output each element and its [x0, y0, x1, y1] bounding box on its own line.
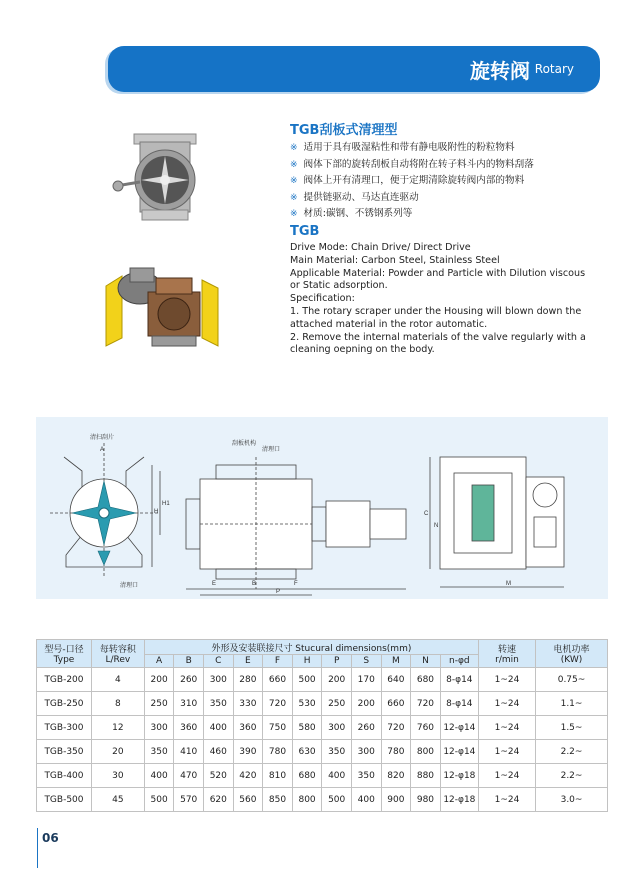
- col-header-dimensions: 外形及安装联接尺寸 Stucural dimensions(mm): [144, 640, 478, 655]
- drawing-label: B: [252, 581, 257, 587]
- table-cell: 1.1~: [536, 692, 608, 716]
- table-cell: TGB-400: [37, 764, 92, 788]
- table-cell: 680: [292, 764, 322, 788]
- footer-divider: [37, 828, 38, 868]
- table-cell: 30: [91, 764, 144, 788]
- table-cell: 330: [233, 692, 263, 716]
- section-title-en: TGB: [290, 224, 320, 239]
- dim-col-header: F: [263, 655, 293, 668]
- col-header-speed: 转速 r/min: [478, 640, 535, 668]
- drawing-label: F: [294, 581, 298, 587]
- table-cell: 260: [174, 668, 204, 692]
- table-cell: TGB-500: [37, 788, 92, 812]
- header-banner: [108, 46, 600, 92]
- product-photo-motor-valve: [102, 258, 222, 358]
- drawing-label: H1: [162, 501, 170, 507]
- table-cell: 900: [381, 788, 411, 812]
- table-row: [37, 716, 608, 740]
- table-cell: 800: [292, 788, 322, 812]
- dim-col-header: M: [381, 655, 411, 668]
- table-cell: 12-φ18: [440, 764, 478, 788]
- drawing-label: E: [212, 581, 217, 587]
- col-header-capacity: 每转容积 L/Rev: [91, 640, 144, 668]
- drawing-label: 刮板机构: [232, 441, 257, 447]
- table-cell: 780: [381, 740, 411, 764]
- table-cell: 20: [91, 740, 144, 764]
- bullet-marker: ※: [290, 192, 298, 203]
- drawing-label: N: [434, 523, 439, 529]
- table-cell: TGB-250: [37, 692, 92, 716]
- table-cell: 580: [292, 716, 322, 740]
- table-cell: 640: [381, 668, 411, 692]
- table-cell: 310: [174, 692, 204, 716]
- table-cell: 350: [144, 740, 174, 764]
- table-cell: 300: [204, 668, 234, 692]
- drawing-label: C: [424, 511, 429, 517]
- table-cell: 810: [263, 764, 293, 788]
- dim-col-header: S: [351, 655, 381, 668]
- feature-item: ※ 适用于具有吸湿粘性和带有静电吸附性的粉粒物料: [290, 142, 515, 153]
- table-cell: 410: [174, 740, 204, 764]
- table-cell: 1~24: [478, 692, 535, 716]
- table-cell: 2.2~: [536, 764, 608, 788]
- bullet-marker: ※: [290, 209, 298, 220]
- table-cell: 420: [233, 764, 263, 788]
- table-cell: 1~24: [478, 668, 535, 692]
- dim-col-header: P: [322, 655, 352, 668]
- table-cell: 1~24: [478, 716, 535, 740]
- section-title-cn: TGB刮板式清理型: [290, 123, 398, 138]
- table-cell: 8-φ14: [440, 668, 478, 692]
- description-line: Main Material: Carbon Steel, Stainless Steel: [290, 254, 500, 266]
- table-row: [37, 788, 608, 812]
- table-cell: 880: [411, 764, 441, 788]
- table-cell: 400: [322, 764, 352, 788]
- table-cell: 360: [174, 716, 204, 740]
- table-cell: 530: [292, 692, 322, 716]
- description-line: Drive Mode: Chain Drive/ Direct Drive: [290, 242, 471, 253]
- table-cell: 12-φ14: [440, 740, 478, 764]
- table-cell: 500: [144, 788, 174, 812]
- bullet-marker: ※: [290, 159, 298, 170]
- table-cell: 470: [174, 764, 204, 788]
- feature-list: [290, 140, 620, 223]
- table-cell: 12-φ14: [440, 716, 478, 740]
- table-cell: 560: [233, 788, 263, 812]
- table-cell: 4: [91, 668, 144, 692]
- spec-table: [36, 639, 608, 812]
- col-header-power: 电机功率 (KW): [536, 640, 608, 668]
- product-photo-scraper-valve: [112, 128, 212, 228]
- table-cell: 570: [174, 788, 204, 812]
- spec-table-body: [37, 668, 608, 812]
- table-cell: 760: [411, 716, 441, 740]
- table-cell: 980: [411, 788, 441, 812]
- col-header-type: 型号-口径 Type: [37, 640, 92, 668]
- table-cell: 720: [381, 716, 411, 740]
- table-row: [37, 764, 608, 788]
- bullet-marker: ※: [290, 143, 298, 153]
- table-cell: 390: [233, 740, 263, 764]
- table-cell: 820: [381, 764, 411, 788]
- page-number: 06: [42, 831, 59, 845]
- feature-item: ※ 阀体下部的旋转刮板自动将附在转子料斗内的物料刮落: [290, 158, 534, 170]
- table-cell: 200: [322, 668, 352, 692]
- technical-drawing: [36, 417, 608, 599]
- table-cell: 400: [351, 788, 381, 812]
- table-cell: 500: [292, 668, 322, 692]
- table-cell: 250: [144, 692, 174, 716]
- drawing-label: P: [276, 589, 281, 595]
- feature-item: ※ 提供链驱动、马达直连驱动: [290, 191, 419, 203]
- table-cell: 12-φ18: [440, 788, 478, 812]
- drawing-label: 清理口: [262, 447, 281, 453]
- description-block: [290, 242, 590, 357]
- drawing-label: H: [154, 509, 159, 515]
- table-cell: 12: [91, 716, 144, 740]
- page-title: 旋转阀: [470, 59, 530, 83]
- table-cell: TGB-200: [37, 668, 92, 692]
- table-cell: 620: [204, 788, 234, 812]
- table-cell: TGB-300: [37, 716, 92, 740]
- feature-item: ※ 材质:碳钢、不锈钢系列等: [290, 208, 413, 220]
- table-cell: 630: [292, 740, 322, 764]
- table-cell: 200: [351, 692, 381, 716]
- table-cell: 720: [263, 692, 293, 716]
- table-cell: 850: [263, 788, 293, 812]
- description-line: Applicable Material: Powder and Particle with Dilution viscous or Static adsorption.: [290, 267, 586, 292]
- drawing-label: 清扫刮片: [90, 435, 115, 441]
- table-cell: 1~24: [478, 740, 535, 764]
- table-cell: 170: [351, 668, 381, 692]
- table-cell: 350: [322, 740, 352, 764]
- table-cell: 680: [411, 668, 441, 692]
- dim-col-header: N: [411, 655, 441, 668]
- table-cell: 1.5~: [536, 716, 608, 740]
- table-cell: 350: [351, 764, 381, 788]
- table-cell: 45: [91, 788, 144, 812]
- drawing-label: M: [506, 581, 511, 587]
- table-cell: 260: [351, 716, 381, 740]
- table-cell: 350: [204, 692, 234, 716]
- dim-col-header: E: [233, 655, 263, 668]
- bullet-marker: ※: [290, 176, 298, 187]
- table-cell: 1~24: [478, 764, 535, 788]
- table-cell: 800: [411, 740, 441, 764]
- table-cell: 660: [263, 668, 293, 692]
- table-cell: 200: [144, 668, 174, 692]
- table-cell: 520: [204, 764, 234, 788]
- table-cell: 460: [204, 740, 234, 764]
- description-line: Specification:: [290, 293, 355, 305]
- table-row: [37, 668, 608, 692]
- description-line: 2. Remove the internal materials of the valve regularly with a cleaning oepning on the body.: [290, 331, 586, 356]
- table-cell: 1~24: [478, 788, 535, 812]
- table-row: [37, 692, 608, 716]
- table-cell: 400: [204, 716, 234, 740]
- table-cell: 300: [144, 716, 174, 740]
- dim-col-header: H: [292, 655, 322, 668]
- table-cell: 660: [381, 692, 411, 716]
- table-cell: 780: [263, 740, 293, 764]
- table-cell: 750: [263, 716, 293, 740]
- dim-col-header: n-φd: [440, 655, 478, 668]
- table-cell: 8: [91, 692, 144, 716]
- table-cell: 280: [233, 668, 263, 692]
- table-cell: 720: [411, 692, 441, 716]
- table-cell: 250: [322, 692, 352, 716]
- dim-col-header: A: [144, 655, 174, 668]
- table-cell: 400: [144, 764, 174, 788]
- table-cell: 0.75~: [536, 668, 608, 692]
- description-line: 1. The rotary scraper under the Housing will blown down the attached material in the rotor automatic.: [290, 305, 582, 330]
- table-cell: 2.2~: [536, 740, 608, 764]
- table-row: [37, 740, 608, 764]
- table-cell: 300: [351, 740, 381, 764]
- table-cell: 300: [322, 716, 352, 740]
- drawing-label: A: [100, 447, 105, 453]
- feature-item: ※ 阀体上开有清理口，便于定期清除旋转阀内部的物料: [290, 175, 525, 187]
- table-cell: 8-φ14: [440, 692, 478, 716]
- drawing-svg: [36, 417, 608, 599]
- table-cell: 500: [322, 788, 352, 812]
- drawing-label: 清理口: [120, 583, 139, 589]
- table-cell: TGB-350: [37, 740, 92, 764]
- table-cell: 360: [233, 716, 263, 740]
- page-subtitle: Rotary: [534, 62, 574, 76]
- table-cell: 3.0~: [536, 788, 608, 812]
- dim-col-header: C: [204, 655, 234, 668]
- dim-col-header: B: [174, 655, 204, 668]
